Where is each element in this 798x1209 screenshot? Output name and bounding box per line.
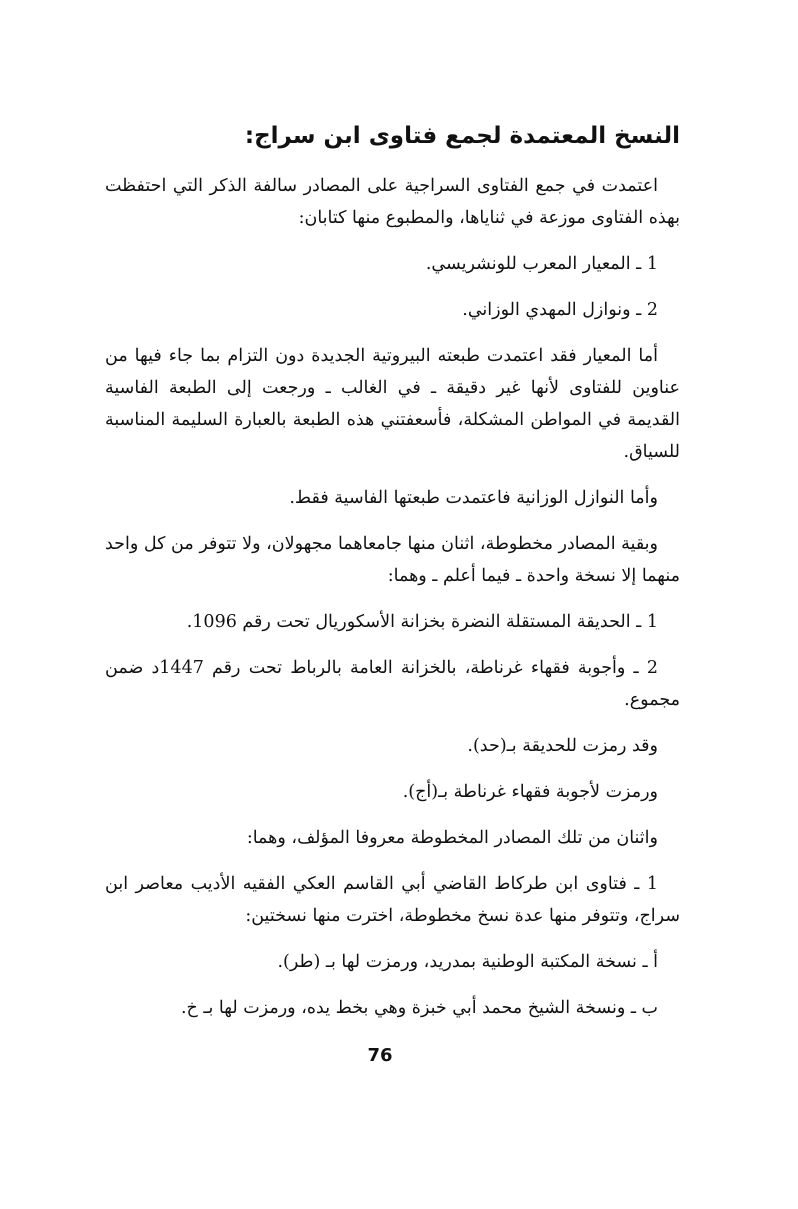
symbol-hadiqa: وقد رمزت للحديقة بـ(حد). [467, 736, 658, 756]
paragraph-nawazil-edition: وأما النوازل الوزانية فاعتمدت طبعتها الفاسية فقط. [289, 488, 658, 508]
symbol-ajwiba: ورمزت لأجوبة فقهاء غرناطة بـ(أج). [402, 782, 658, 802]
list-item-ajwiba: 2 ـ وأجوبة فقهاء غرناطة، بالخزانة العامة بالرباط تحت رقم 1447د ضمن مجموع. [105, 658, 680, 710]
list-item-abi-khubza-copy: ب ـ ونسخة الشيخ محمد أبي خبزة وهي بخط يده، ورمزت لها بـ خ. [180, 998, 658, 1018]
list-item-ibn-tarkat: 1 ـ فتاوى ابن طركاط القاضي أبي القاسم العكي الفقيه الأديب معاصر ابن سراج، وتتوفر منها عدة نسخ مخطوطة، اخترت منها نسختين: [105, 874, 680, 926]
paragraph-intro: اعتمدت في جمع الفتاوى السراجية على المصادر سالفة الذكر التي احتفظت بهذه الفتاوى موزعة في ثناياها، والمطبوع منها كتابان: [105, 176, 680, 228]
list-item-miyar: 1 ـ المعيار المعرب للونشريسي. [425, 254, 658, 274]
body-text [105, 170, 680, 1038]
paragraph-known-authors: واثنان من تلك المصادر المخطوطة معروفا المؤلف، وهما: [246, 828, 658, 848]
list-item-hadiqa: 1 ـ الحديقة المستقلة النضرة بخزانة الأسكوريال تحت رقم 1096. [186, 612, 658, 632]
list-item-madrid-copy: أ ـ نسخة المكتبة الوطنية بمدريد، ورمزت لها بـ (طر). [277, 952, 658, 972]
paragraph-manuscripts: وبقية المصادر مخطوطة، اثنان منها جامعاهما مجهولان، ولا تتوفر من كل واحد منهما إلا نسخة واحدة ـ فيما أعلم ـ وهما: [105, 534, 680, 586]
paragraph-miyar-edition: أما المعيار فقد اعتمدت طبعته البيروتية الجديدة دون التزام بما جاء فيها من عناوين للفتاوى لأنها غير دقيقة ـ في الغالب ـ ورجعت إلى الطبعة الفاسية القديمة في المواطن المشكلة، فأسعفتني هذه الطبعة بالعبارة السليمة المناسبة للسياق. [105, 346, 680, 462]
page-number: 76 [367, 1045, 393, 1066]
list-item-nawazil: 2 ـ ونوازل المهدي الوزاني. [462, 300, 658, 320]
section-heading: النسخ المعتمدة لجمع فتاوى ابن سراج: [244, 123, 680, 149]
